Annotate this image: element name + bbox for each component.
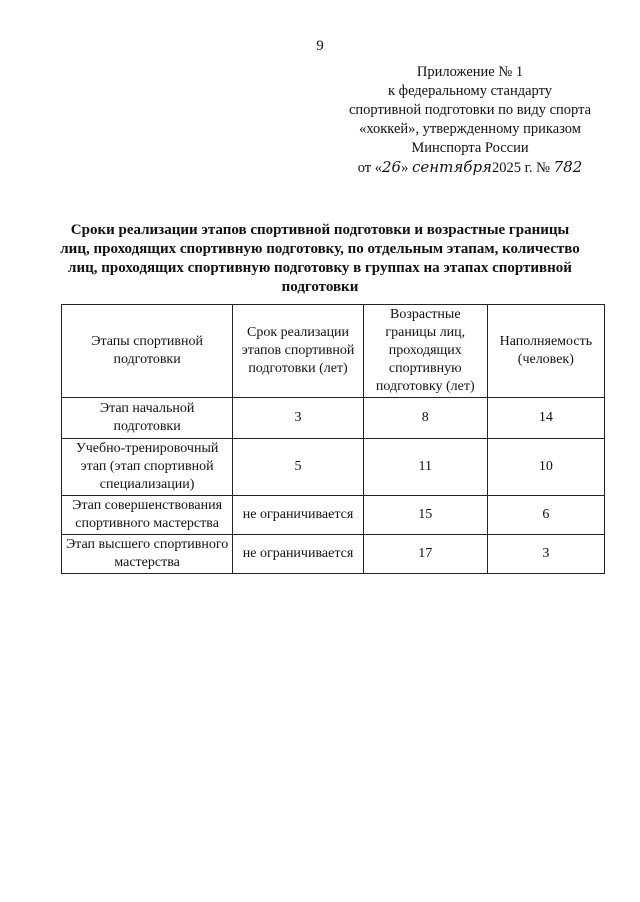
cell-age: 15 xyxy=(363,496,487,535)
table-row xyxy=(62,535,605,574)
order-mid: » xyxy=(401,160,409,176)
header-capacity: Наполняемость (человек) xyxy=(487,305,604,398)
cell-duration: не ограничивается xyxy=(233,535,364,574)
cell-age: 8 xyxy=(363,398,487,439)
appendix-block xyxy=(340,63,600,178)
stages-table xyxy=(61,304,605,574)
cell-capacity: 10 xyxy=(487,439,604,496)
table-row xyxy=(62,439,605,496)
order-prefix: от « xyxy=(357,160,382,176)
cell-duration: 3 xyxy=(233,398,364,439)
order-date-line xyxy=(340,158,600,178)
appendix-line: «хоккей», утвержденному приказом xyxy=(359,121,581,137)
order-day-handwritten: 26 xyxy=(382,158,402,176)
header-duration: Срок реализации этапов спортивной подготовки (лет) xyxy=(233,305,364,398)
table-row xyxy=(62,496,605,535)
appendix-line: спортивной подготовки по виду спорта xyxy=(348,102,592,118)
cell-stage: Этап начальной подготовки xyxy=(62,398,233,439)
cell-duration: 5 xyxy=(233,439,364,496)
cell-duration: не ограничивается xyxy=(233,496,364,535)
header-age: Возрастные границы лиц, проходящих спортивную подготовку (лет) xyxy=(363,305,487,398)
appendix-line: Приложение № 1 xyxy=(416,64,524,80)
order-year: 2025 г. № xyxy=(491,160,551,176)
cell-stage: Учебно-тренировочный этап (этап спортивной специализации) xyxy=(62,439,233,496)
cell-stage: Этап совершенствования спортивного мастерства xyxy=(62,496,233,535)
page-number: 9 xyxy=(316,38,324,54)
header-stage: Этапы спортивной подготовки xyxy=(62,305,233,398)
cell-age: 11 xyxy=(363,439,487,496)
appendix-line: к федеральному стандарту xyxy=(388,83,552,99)
appendix-line: Минспорта России xyxy=(411,140,529,156)
cell-capacity: 6 xyxy=(487,496,604,535)
cell-capacity: 14 xyxy=(487,398,604,439)
order-month-handwritten: сентября xyxy=(411,158,492,176)
cell-stage: Этап высшего спортивного мастерства xyxy=(62,535,233,574)
table-header-row xyxy=(62,305,605,398)
order-number-handwritten: 782 xyxy=(553,158,583,176)
table-row xyxy=(62,398,605,439)
cell-age: 17 xyxy=(363,535,487,574)
cell-capacity: 3 xyxy=(487,535,604,574)
document-title: Сроки реализации этапов спортивной подготовки и возрастные границы лиц, проходящих спортивную подготовку, по отдельным этапам, количество лиц, проходящих спортивную подготовку в группах на этапах спортивной подготовки xyxy=(60,222,580,295)
